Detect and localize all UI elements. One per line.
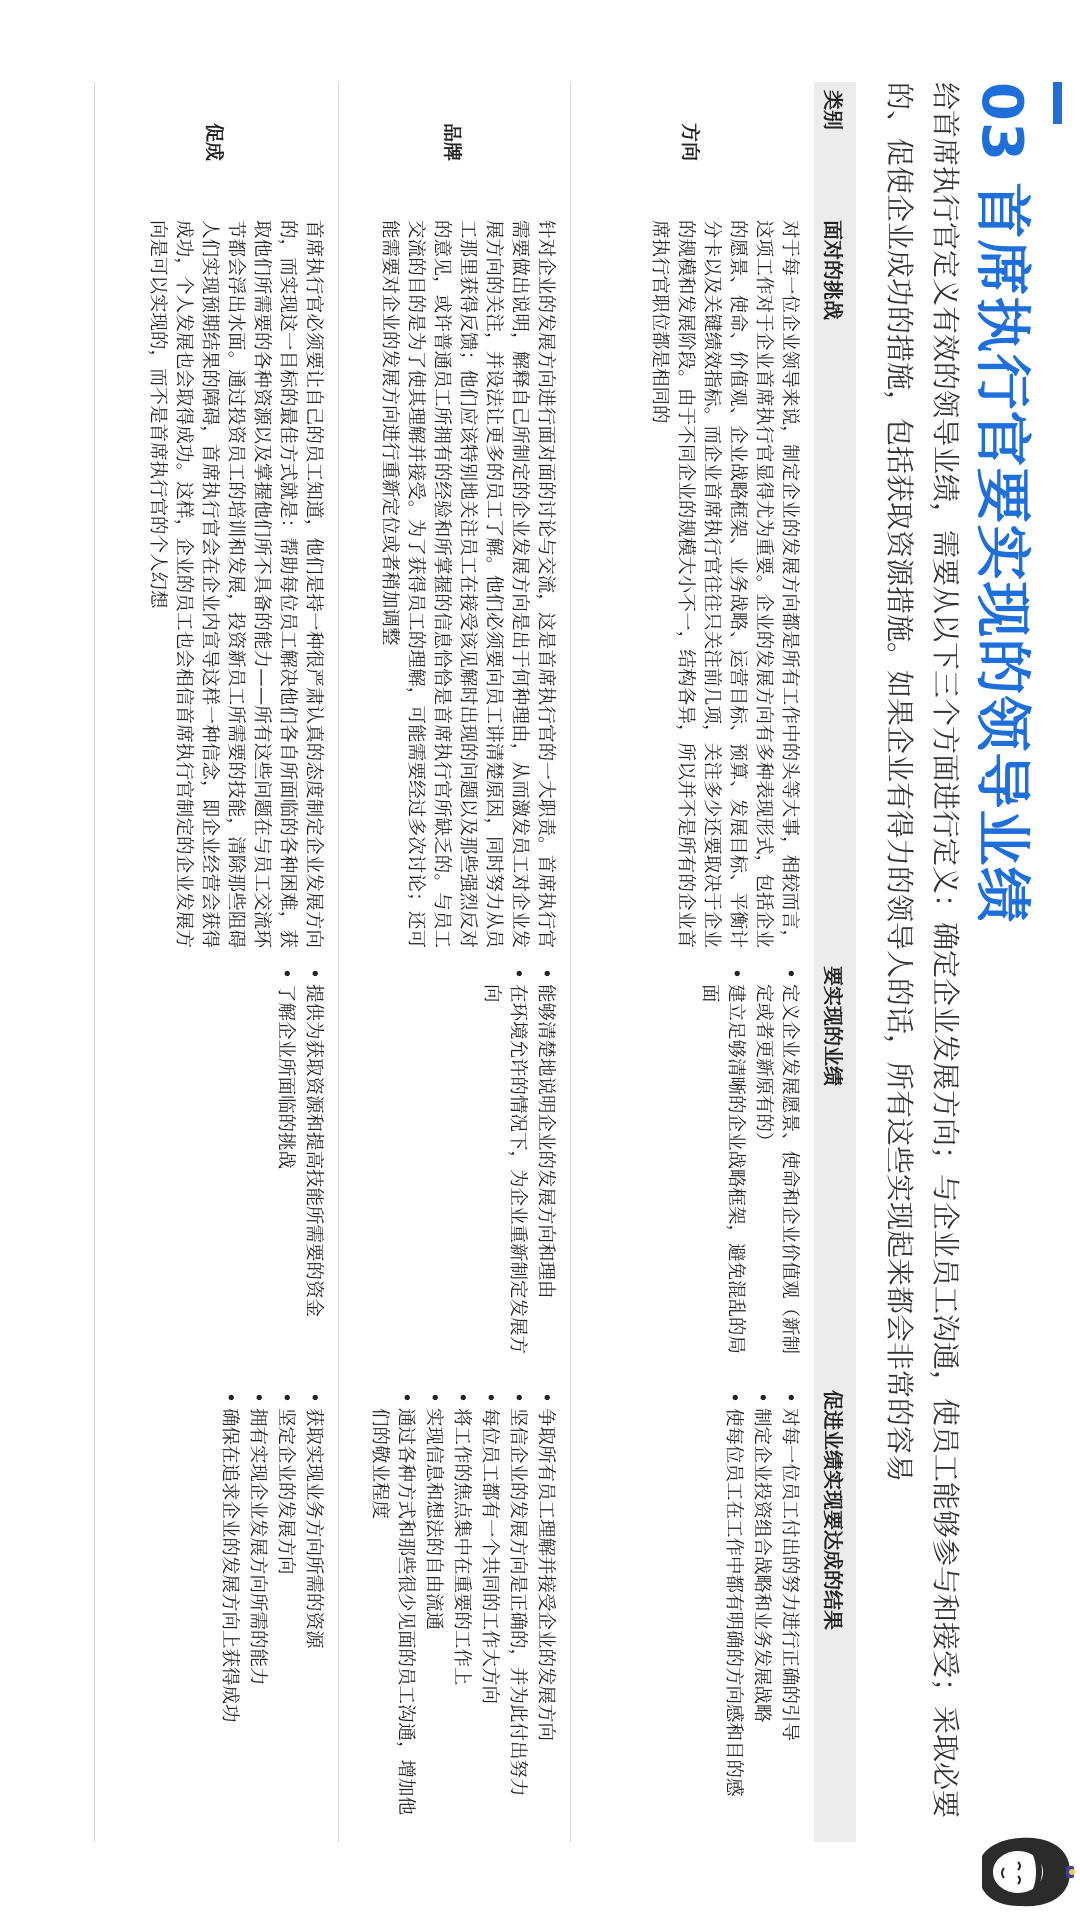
table-header [814, 82, 856, 1842]
result-item: • 实现信息和想法的自由流通 [420, 1390, 446, 1832]
table-row-brand [338, 82, 570, 1842]
result-item: • 使每位员工在工作中都有明确的方向感和目的感 [720, 1390, 746, 1832]
header-category: 类别 [821, 90, 846, 130]
row-challenge: 首席执行官必须要让自己的员工知道，他们是持一种很严肃认真的态度制定企业发展方向的，而实现这一目标的最佳方式就是：帮助每位员工解决他们各自所面临的各种困难，获取他们所需要的各种资源以及掌握他们所不具备的能力——所有这些问题在与员工交流环节都会浮出水面。通过投资员工的培训和发展，投资新员工所需要的技能，清除那些阻碍人们实现预期结果的障碍，首席执行官会在企业内宣导这样一种信念，即企业经营会获得成功，个人发展也会取得成功。这样，企业的员工也会相信首席执行官制定的企业发展方向是可以实现的，而不是首席执行官的个人幻想 [147, 220, 324, 948]
row-challenge: 针对企业的发展方向进行面对面的讨论与交流，这是首席执行官的一大职责。首席执行官需要做出说明，解释自己所制定的企业发展方向是出于何种理由，从而激发员工对企业发展方向的关注，并设法让更多的员工了解。他们必须要向员工讲清楚原因，同时努力从员工那里获得反馈；他们应该特别地关注员工在接受该见解时出现的问题以及那些强烈反对的意见，或许普通员工所拥有的经验和所掌握的信息恰恰是首席执行官所缺乏的。与员工交流的目的是为了使其理解并接受。为了获得员工的理解，可能需要经过多次讨论；还可能需要对企业的发展方向进行重新定位或者稍加调整 [379, 220, 556, 948]
result-item: • 坚信企业的发展方向是正确的，并为此付出努力 [504, 1390, 530, 1832]
intro-paragraph: 给首席执行官定义有效的领导业绩，需要从以下三个方面进行定义：确定企业发展方向；与企业员工沟通，使员工能够参与和接受；采取必要的、促使企业成功的措施，包括获取资源措施。如果企业有得力的领导人的话，所有这些实现起来都会非常的容易 [883, 82, 962, 1819]
table-row-direction [570, 82, 814, 1842]
table-row-enable [94, 82, 338, 1842]
cartoon-girl-avatar-icon [978, 1826, 1076, 1918]
result-item: • 坚定企业的发展方向 [272, 1390, 298, 1832]
row-challenge: 对于每一位企业领导来说，制定企业的发展方向都是所有工作中的头等大事，相较而言，这项工作对于企业首席执行官显得尤为重要。企业的发展方向有多种表现形式，包括企业的愿景、使命、价值观、企业战略框架、业务战略、运营目标、预算、发展目标、平衡计分卡以及关键绩效指标。而企业首席执行官往往只关注前几项，关注多少还要取决于企业的规模和发展阶段。由于不同企业的规模大小不一，结构各异，所以并不是所有的企业首席执行官职位都是相同的 [649, 220, 800, 948]
achievement-item: • 定义企业发展愿景、使命和企业价值观（新制定或者更新原有的） [750, 966, 802, 1372]
row-results [339, 1382, 570, 1842]
achievement-item: • 提供为获取资源和提高技能所需要的资金 [300, 966, 326, 1372]
title-accent-bar [1053, 82, 1062, 124]
result-item: • 获取实现业务方向所需的资源 [300, 1390, 326, 1832]
leadership-table [94, 82, 856, 1842]
result-item: • 确保在追求企业的发展方向上获得成功 [216, 1390, 242, 1832]
row-achievements [571, 958, 814, 1382]
achievement-item: • 在环境允许的情况下，为企业重新制定发展方向 [478, 966, 530, 1372]
result-item: • 通过各种方式和那些很少见面的员工沟通，增加他们的敬业程度 [366, 1390, 418, 1832]
result-item: • 拥有实现企业发展方向所需的能力 [244, 1390, 270, 1832]
row-results [95, 1382, 338, 1842]
result-item: • 每位员工都有一个共同的工作大方向 [476, 1390, 502, 1832]
result-item: • 争取所有员工理解并接受企业的发展方向 [532, 1390, 558, 1832]
row-achievements [95, 958, 338, 1382]
achievement-item: • 建立足够清晰的企业战略框架，避免混乱的局面 [696, 966, 748, 1372]
row-achievements [339, 958, 570, 1382]
header-achievement: 要实现的业绩 [821, 966, 846, 1086]
result-item: • 制定企业投资组合战略和业务发展战略 [748, 1390, 774, 1832]
page-title: 03 首席执行官要实现的领导业绩 [969, 82, 1034, 924]
achievement-item: • 能够清楚地说明企业的发展方向和理由 [532, 966, 558, 1372]
header-result: 促进业绩实现要达成的结果 [821, 1390, 846, 1630]
result-item: • 将工作的焦点集中在重要的工作上 [448, 1390, 474, 1832]
row-category: 方向 [679, 122, 702, 161]
result-item: • 对每一位员工付出的努力进行正确的引导 [776, 1390, 802, 1832]
header-challenge: 面对的挑战 [821, 220, 846, 320]
row-category: 品牌 [441, 122, 464, 161]
row-category: 促成 [203, 122, 226, 161]
achievement-item: • 了解企业所面临的挑战 [272, 966, 298, 1372]
row-results [571, 1382, 814, 1842]
